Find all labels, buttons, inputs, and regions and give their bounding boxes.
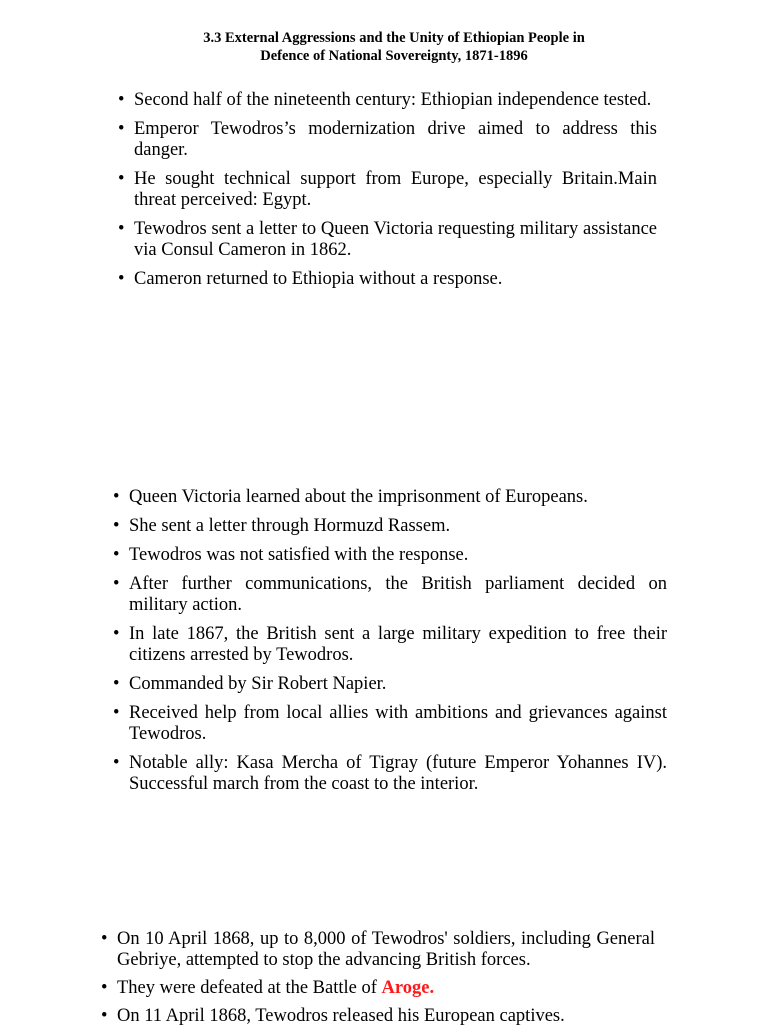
list-item-text: He sought technical support from Europe, especially Britain.Main threat perceived: Egypt.: [134, 169, 657, 210]
list-item-text: Notable ally: Kasa Mercha of Tigray (future Emperor Yohannes IV). Successful march from the coast to the interior.: [129, 753, 667, 794]
bullet-icon: •: [113, 516, 120, 536]
page-title: [110, 29, 678, 65]
bullet-icon: •: [113, 674, 120, 694]
list-item-text: After further communications, the British parliament decided on military action.: [129, 574, 667, 615]
bullet-icon: •: [118, 169, 125, 189]
list-item-text: Emperor Tewodros’s modernization drive aimed to address this danger.: [134, 119, 657, 160]
list-item: [118, 90, 657, 111]
list-item-text: On 11 April 1868, Tewodros released his European captives.: [117, 1006, 565, 1026]
list-item: [113, 674, 667, 695]
list-item: [113, 703, 667, 745]
page-title-line-1: 3.3 External Aggressions and the Unity of Ethiopian People in: [203, 30, 585, 46]
bullet-icon: •: [118, 269, 125, 289]
list-item: [118, 269, 657, 290]
list-item: [118, 219, 657, 261]
list-item-text: She sent a letter through Hormuzd Rassem.: [129, 516, 451, 536]
list-item: [113, 624, 667, 666]
list-item-text: Queen Victoria learned about the imprisonment of Europeans.: [129, 487, 588, 507]
battle-text-prefix: They were defeated at the Battle of: [117, 978, 382, 998]
bullet-icon: •: [101, 1006, 108, 1026]
bullet-icon: •: [118, 90, 125, 110]
bullet-icon: •: [101, 929, 108, 949]
bullet-icon: •: [101, 978, 108, 998]
bullet-icon: •: [113, 624, 120, 644]
list-item-text: Commanded by Sir Robert Napier.: [129, 674, 387, 694]
bullet-icon: •: [118, 219, 125, 239]
list-item-text: Tewodros was not satisfied with the response.: [129, 545, 469, 565]
list-item: [118, 119, 657, 161]
list-item: [113, 753, 667, 795]
bullet-icon: •: [113, 703, 120, 723]
list-item: [113, 487, 667, 508]
list-item: [101, 978, 655, 999]
list-item-text: Received help from local allies with ambitions and grievances against Tewodros.: [129, 703, 667, 744]
bullet-icon: •: [118, 119, 125, 139]
bullet-icon: •: [113, 753, 120, 773]
bullet-list-section-3: [101, 929, 655, 1034]
list-item-text: Cameron returned to Ethiopia without a response.: [134, 269, 503, 289]
list-item-text: Second half of the nineteenth century: Ethiopian independence tested.: [134, 90, 652, 110]
list-item-text: On 10 April 1868, up to 8,000 of Tewodros' soldiers, including General Gebriye, attempted to stop the advancing British forces.: [117, 929, 655, 970]
list-item: [118, 169, 657, 211]
list-item: [101, 929, 655, 971]
bullet-list-section-2: [113, 487, 667, 803]
list-item-text: In late 1867, the British sent a large military expedition to free their citizens arrested by Tewodros.: [129, 624, 667, 665]
list-item-text: [117, 978, 655, 999]
bullet-icon: •: [113, 487, 120, 507]
list-item: [113, 545, 667, 566]
battle-name-highlight: Aroge.: [381, 978, 435, 998]
bullet-list-section-1: [118, 90, 657, 298]
list-item: [113, 516, 667, 537]
bullet-icon: •: [113, 545, 120, 565]
list-item-text: Tewodros sent a letter to Queen Victoria requesting military assistance via Consul Cameron in 1862.: [134, 219, 657, 260]
list-item: [113, 574, 667, 616]
bullet-icon: •: [113, 574, 120, 594]
page-title-line-2: Defence of National Sovereignty, 1871-1896: [260, 48, 528, 64]
